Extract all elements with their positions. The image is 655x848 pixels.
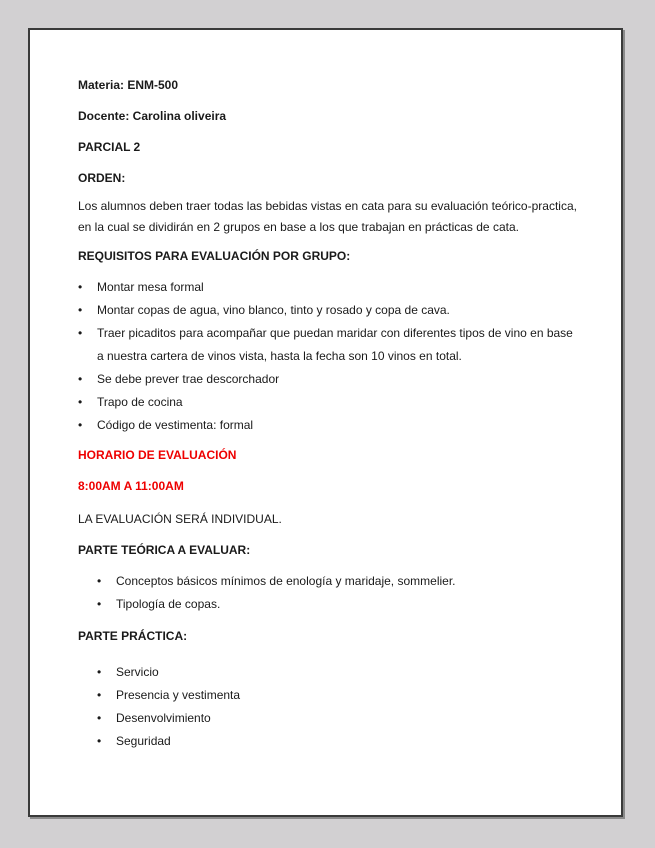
bullet-icon: • [97,711,102,725]
bullet-icon: • [97,688,102,702]
bullet-icon: • [97,597,102,611]
list-item: • Seguridad [116,730,578,753]
orden-heading: ORDEN: [78,171,126,185]
list-item: • Conceptos básicos mínimos de enología y maridaje, sommelier. [116,570,578,593]
requisitos-heading: REQUISITOS PARA EVALUACIÓN POR GRUPO: [78,249,351,263]
bullet-icon: • [78,372,83,386]
teorica-heading: PARTE TEÓRICA A EVALUAR: [78,543,251,557]
bullet-icon: • [97,734,102,748]
practica-heading: PARTE PRÁCTICA: [78,629,188,643]
list-item: • Traer picaditos para acompañar que puedan maridar con diferentes tipos de vino en base a nuestra cartera de vinos vista, hasta la fecha son 10 vinos en total. [97,322,578,368]
bullet-icon: • [78,280,83,294]
list-item: • Código de vestimenta: formal [97,414,578,437]
parcial-line: PARCIAL 2 [78,140,141,154]
orden-paragraph: Los alumnos deben traer todas las bebidas vistas en cata para su evaluación teórico-practica, en la cual se dividirán en 2 grupos en base a los que trabajan en prácticas de cata. [78,199,577,234]
bullet-icon: • [97,574,102,588]
bullet-icon: • [78,418,83,432]
bullet-icon: • [78,395,83,409]
list-item: • Montar mesa formal [97,276,578,299]
requisitos-list [78,276,578,437]
teorica-list [78,570,578,616]
horario-heading: HORARIO DE EVALUACIÓN [78,448,237,462]
list-item: • Servicio [116,661,578,684]
list-item: • Montar copas de agua, vino blanco, tinto y rosado y copa de cava. [97,299,578,322]
bullet-icon: • [78,303,83,317]
materia-line: Materia: ENM-500 [78,78,179,92]
bullet-icon: • [78,326,83,340]
docente-line: Docente: Carolina oliveira [78,109,227,123]
practica-list [78,661,578,753]
document-content [78,76,578,753]
bullet-icon: • [97,665,102,679]
horario-time: 8:00AM A 11:00AM [78,479,184,493]
list-item: • Trapo de cocina [97,391,578,414]
document-page [28,28,623,817]
list-item: • Tipología de copas. [116,593,578,616]
list-item: • Presencia y vestimenta [116,684,578,707]
individual-note: LA EVALUACIÓN SERÁ INDIVIDUAL. [78,512,282,526]
list-item: • Se debe prever trae descorchador [97,368,578,391]
list-item: • Desenvolvimiento [116,707,578,730]
